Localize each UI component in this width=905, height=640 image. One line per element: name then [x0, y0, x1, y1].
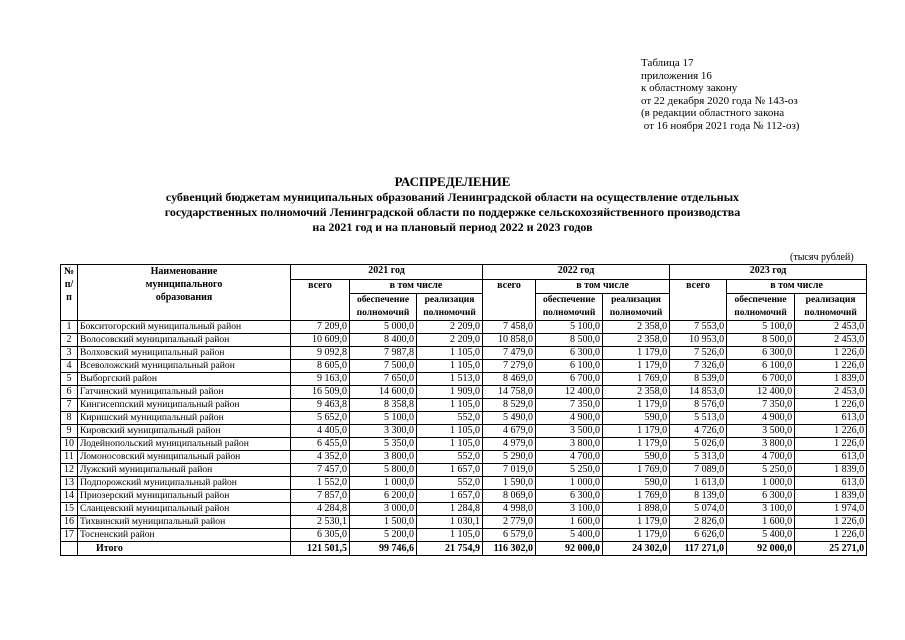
value-cell: 7 350,0	[727, 399, 795, 412]
value-cell: 1 769,0	[603, 464, 670, 477]
value-cell: 7 089,0	[670, 464, 727, 477]
row-number: 17	[61, 529, 78, 542]
value-cell: 2 826,0	[670, 516, 727, 529]
value-cell: 7 458,0	[483, 321, 536, 334]
value-cell: 5 100,0	[727, 321, 795, 334]
value-cell: 3 100,0	[727, 503, 795, 516]
value-cell: 1 839,0	[795, 373, 867, 386]
total-value-cell: 24 302,0	[603, 542, 670, 556]
value-cell: 1 226,0	[795, 360, 867, 373]
value-cell: 552,0	[417, 451, 483, 464]
value-cell: 1 657,0	[417, 490, 483, 503]
value-cell: 2 530,1	[291, 516, 350, 529]
row-number: 1	[61, 321, 78, 334]
value-cell: 8 469,0	[483, 373, 536, 386]
value-cell: 5 026,0	[670, 438, 727, 451]
value-cell: 1 179,0	[603, 516, 670, 529]
value-cell: 9 092,8	[291, 347, 350, 360]
value-cell: 16 509,0	[291, 386, 350, 399]
value-cell: 3 800,0	[536, 438, 603, 451]
value-cell: 14 853,0	[670, 386, 727, 399]
value-cell: 14 600,0	[350, 386, 417, 399]
document-reference-header	[641, 57, 861, 132]
value-cell: 590,0	[603, 451, 670, 464]
value-cell: 8 605,0	[291, 360, 350, 373]
column-header-municipality: Наименование муниципального образования	[78, 265, 291, 321]
value-cell: 1 513,0	[417, 373, 483, 386]
value-cell: 8 500,0	[536, 334, 603, 347]
row-number: 12	[61, 464, 78, 477]
value-cell: 5 250,0	[536, 464, 603, 477]
value-cell: 5 100,0	[350, 412, 417, 425]
value-cell: 6 300,0	[727, 490, 795, 503]
row-number: 7	[61, 399, 78, 412]
value-cell: 4 352,0	[291, 451, 350, 464]
table-row	[61, 516, 867, 529]
table-row	[61, 438, 867, 451]
column-header-implementation-2023: реализация полномочий	[795, 294, 867, 321]
table-row	[61, 334, 867, 347]
value-cell: 1 000,0	[727, 477, 795, 490]
value-cell: 7 457,0	[291, 464, 350, 477]
value-cell: 1 105,0	[417, 425, 483, 438]
value-cell: 5 800,0	[350, 464, 417, 477]
total-value-cell: 116 302,0	[483, 542, 536, 556]
value-cell: 1 226,0	[795, 425, 867, 438]
value-cell: 1 284,8	[417, 503, 483, 516]
row-number: 15	[61, 503, 78, 516]
table-row	[61, 464, 867, 477]
total-value-cell: 121 501,5	[291, 542, 350, 556]
value-cell: 1 600,0	[536, 516, 603, 529]
municipality-name: Тосненский район	[78, 529, 291, 542]
value-cell: 2 779,0	[483, 516, 536, 529]
value-cell: 3 000,0	[350, 503, 417, 516]
municipality-name: Волосовский муниципальный район	[78, 334, 291, 347]
value-cell: 8 358,8	[350, 399, 417, 412]
column-header-support-2023: обеспечение полномочий	[727, 294, 795, 321]
column-header-number: № п/п	[61, 265, 78, 321]
value-cell: 4 700,0	[536, 451, 603, 464]
total-value-cell: 21 754,9	[417, 542, 483, 556]
value-cell: 590,0	[603, 412, 670, 425]
value-cell: 14 758,0	[483, 386, 536, 399]
municipality-name: Кировский муниципальный район	[78, 425, 291, 438]
municipality-name: Киришский муниципальный район	[78, 412, 291, 425]
value-cell: 2 453,0	[795, 321, 867, 334]
value-cell: 3 800,0	[350, 451, 417, 464]
value-cell: 8 139,0	[670, 490, 727, 503]
value-cell: 1 769,0	[603, 373, 670, 386]
value-cell: 6 626,0	[670, 529, 727, 542]
value-cell: 5 074,0	[670, 503, 727, 516]
column-header-support-2022: обеспечение полномочий	[536, 294, 603, 321]
value-cell: 1 898,0	[603, 503, 670, 516]
value-cell: 6 700,0	[536, 373, 603, 386]
column-header-including-2021: в том числе	[350, 280, 483, 294]
value-cell: 7 279,0	[483, 360, 536, 373]
value-cell: 1 179,0	[603, 360, 670, 373]
table-row	[61, 503, 867, 516]
column-header-including-2022: в том числе	[536, 280, 670, 294]
value-cell: 1 179,0	[603, 529, 670, 542]
value-cell: 4 284,8	[291, 503, 350, 516]
value-cell: 5 250,0	[727, 464, 795, 477]
row-number: 16	[61, 516, 78, 529]
table-row	[61, 347, 867, 360]
value-cell: 1 839,0	[795, 490, 867, 503]
value-cell: 1 613,0	[670, 477, 727, 490]
value-cell: 5 100,0	[536, 321, 603, 334]
value-cell: 5 350,0	[350, 438, 417, 451]
value-cell: 10 609,0	[291, 334, 350, 347]
value-cell: 2 358,0	[603, 386, 670, 399]
value-cell: 4 998,0	[483, 503, 536, 516]
value-cell: 6 305,0	[291, 529, 350, 542]
value-cell: 613,0	[795, 451, 867, 464]
header-line-appendix: приложения 16	[641, 69, 712, 82]
value-cell: 7 209,0	[291, 321, 350, 334]
row-number: 13	[61, 477, 78, 490]
value-cell: 5 400,0	[727, 529, 795, 542]
value-cell: 1 839,0	[795, 464, 867, 477]
value-cell: 1 590,0	[483, 477, 536, 490]
value-cell: 3 300,0	[350, 425, 417, 438]
header-line-date: от 22 декабря 2020 года № 143-оз	[641, 94, 798, 107]
value-cell: 12 400,0	[536, 386, 603, 399]
value-cell: 7 326,0	[670, 360, 727, 373]
row-number: 14	[61, 490, 78, 503]
table-row	[61, 412, 867, 425]
header-line-edition: (в редакции областного закона	[641, 107, 785, 119]
total-value-cell: 99 746,6	[350, 542, 417, 556]
total-value-cell: 92 000,0	[536, 542, 603, 556]
value-cell: 6 700,0	[727, 373, 795, 386]
value-cell: 6 200,0	[350, 490, 417, 503]
value-cell: 1 179,0	[603, 438, 670, 451]
column-header-total-2022: всего	[483, 280, 536, 321]
municipality-name: Тихвинский муниципальный район	[78, 516, 291, 529]
value-cell: 613,0	[795, 477, 867, 490]
value-cell: 4 679,0	[483, 425, 536, 438]
value-cell: 2 209,0	[417, 334, 483, 347]
value-cell: 7 650,0	[350, 373, 417, 386]
column-header-including-2023: в том числе	[727, 280, 867, 294]
value-cell: 1 226,0	[795, 529, 867, 542]
table-row	[61, 425, 867, 438]
value-cell: 6 300,0	[536, 490, 603, 503]
value-cell: 5 400,0	[536, 529, 603, 542]
value-cell: 12 400,0	[727, 386, 795, 399]
municipality-name: Кингисеппский муниципальный район	[78, 399, 291, 412]
value-cell: 7 350,0	[536, 399, 603, 412]
column-header-implementation-2021: реализация полномочий	[417, 294, 483, 321]
value-cell: 4 726,0	[670, 425, 727, 438]
municipality-name: Ломоносовский муниципальный район	[78, 451, 291, 464]
table-row	[61, 386, 867, 399]
table-row	[61, 321, 867, 334]
value-cell: 2 453,0	[795, 334, 867, 347]
value-cell: 7 857,0	[291, 490, 350, 503]
value-cell: 1 105,0	[417, 438, 483, 451]
municipality-name: Всеволожский муниципальный район	[78, 360, 291, 373]
column-header-total-2023: всего	[670, 280, 727, 321]
row-number: 9	[61, 425, 78, 438]
table-row	[61, 529, 867, 542]
value-cell: 6 100,0	[727, 360, 795, 373]
value-cell: 7 526,0	[670, 347, 727, 360]
value-cell: 8 539,0	[670, 373, 727, 386]
table-row	[61, 451, 867, 464]
value-cell: 6 300,0	[727, 347, 795, 360]
municipality-name: Лужский муниципальный район	[78, 464, 291, 477]
value-cell: 10 953,0	[670, 334, 727, 347]
value-cell: 7 479,0	[483, 347, 536, 360]
total-value-cell: 25 271,0	[795, 542, 867, 556]
value-cell: 1 105,0	[417, 360, 483, 373]
municipality-name: Бокситогорский муниципальный район	[78, 321, 291, 334]
value-cell: 2 209,0	[417, 321, 483, 334]
value-cell: 1 226,0	[795, 347, 867, 360]
value-cell: 6 100,0	[536, 360, 603, 373]
units-label: (тысяч рублей)	[790, 252, 854, 263]
value-cell: 9 463,8	[291, 399, 350, 412]
row-number: 6	[61, 386, 78, 399]
column-header-year-2022: 2022 год	[483, 265, 670, 280]
value-cell: 5 513,0	[670, 412, 727, 425]
header-line-edition-date: от 16 ноября 2021 года № 112-оз)	[641, 119, 800, 132]
municipality-name: Подпорожский муниципальный район	[78, 477, 291, 490]
value-cell: 7 500,0	[350, 360, 417, 373]
table-row	[61, 490, 867, 503]
value-cell: 2 453,0	[795, 386, 867, 399]
value-cell: 5 000,0	[350, 321, 417, 334]
municipality-name: Гатчинский муниципальный район	[78, 386, 291, 399]
value-cell: 1 226,0	[795, 516, 867, 529]
value-cell: 10 858,0	[483, 334, 536, 347]
table-row	[61, 373, 867, 386]
value-cell: 590,0	[603, 477, 670, 490]
value-cell: 4 405,0	[291, 425, 350, 438]
value-cell: 1 179,0	[603, 399, 670, 412]
value-cell: 1 657,0	[417, 464, 483, 477]
municipality-name: Приозерский муниципальный район	[78, 490, 291, 503]
value-cell: 5 490,0	[483, 412, 536, 425]
value-cell: 2 358,0	[603, 321, 670, 334]
value-cell: 1 030,1	[417, 516, 483, 529]
total-value-cell: 117 271,0	[670, 542, 727, 556]
value-cell: 9 163,0	[291, 373, 350, 386]
total-number-cell	[61, 542, 78, 556]
value-cell: 2 358,0	[603, 334, 670, 347]
value-cell: 552,0	[417, 477, 483, 490]
row-number: 8	[61, 412, 78, 425]
value-cell: 4 900,0	[727, 412, 795, 425]
value-cell: 3 800,0	[727, 438, 795, 451]
value-cell: 5 290,0	[483, 451, 536, 464]
value-cell: 8 529,0	[483, 399, 536, 412]
value-cell: 3 500,0	[727, 425, 795, 438]
value-cell: 7 553,0	[670, 321, 727, 334]
total-row	[61, 542, 867, 556]
value-cell: 3 500,0	[536, 425, 603, 438]
value-cell: 1 909,0	[417, 386, 483, 399]
row-number: 3	[61, 347, 78, 360]
value-cell: 6 579,0	[483, 529, 536, 542]
document-title	[60, 174, 845, 235]
value-cell: 1 226,0	[795, 399, 867, 412]
value-cell: 4 700,0	[727, 451, 795, 464]
value-cell: 6 300,0	[536, 347, 603, 360]
header-line-table-number: Таблица 17	[641, 57, 694, 69]
title-line-2: государственных полномочий Ленинградской области по поддержке сельскохозяйственного производства	[164, 205, 741, 219]
total-label: Итого	[78, 542, 291, 556]
value-cell: 7 987,8	[350, 347, 417, 360]
subsidy-distribution-table	[60, 264, 867, 556]
value-cell: 5 313,0	[670, 451, 727, 464]
municipality-name: Волховский муниципальный район	[78, 347, 291, 360]
value-cell: 1 000,0	[536, 477, 603, 490]
value-cell: 1 500,0	[350, 516, 417, 529]
value-cell: 8 576,0	[670, 399, 727, 412]
value-cell: 4 900,0	[536, 412, 603, 425]
value-cell: 613,0	[795, 412, 867, 425]
value-cell: 552,0	[417, 412, 483, 425]
value-cell: 8 400,0	[350, 334, 417, 347]
value-cell: 5 652,0	[291, 412, 350, 425]
column-header-year-2021: 2021 год	[291, 265, 483, 280]
row-number: 5	[61, 373, 78, 386]
value-cell: 3 100,0	[536, 503, 603, 516]
value-cell: 1 179,0	[603, 425, 670, 438]
value-cell: 1 179,0	[603, 347, 670, 360]
value-cell: 1 000,0	[350, 477, 417, 490]
value-cell: 4 979,0	[483, 438, 536, 451]
value-cell: 7 019,0	[483, 464, 536, 477]
table-row	[61, 477, 867, 490]
row-number: 4	[61, 360, 78, 373]
row-number: 2	[61, 334, 78, 347]
value-cell: 1 105,0	[417, 529, 483, 542]
value-cell: 8 069,0	[483, 490, 536, 503]
value-cell: 1 105,0	[417, 399, 483, 412]
municipality-name: Выборгский район	[78, 373, 291, 386]
title-line-3: на 2021 год и на плановый период 2022 и 2023 годов	[312, 220, 593, 234]
table-row	[61, 399, 867, 412]
value-cell: 5 200,0	[350, 529, 417, 542]
value-cell: 1 552,0	[291, 477, 350, 490]
column-header-implementation-2022: реализация полномочий	[603, 294, 670, 321]
value-cell: 1 226,0	[795, 438, 867, 451]
total-value-cell: 92 000,0	[727, 542, 795, 556]
title-main: РАСПРЕДЕЛЕНИЕ	[394, 174, 511, 189]
header-line-law: к областному закону	[641, 82, 738, 94]
value-cell: 1 105,0	[417, 347, 483, 360]
title-line-1: субвенций бюджетам муниципальных образований Ленинградской области на осуществление отдельных	[165, 190, 740, 204]
municipality-name: Сланцевский муниципальный район	[78, 503, 291, 516]
value-cell: 1 974,0	[795, 503, 867, 516]
value-cell: 8 500,0	[727, 334, 795, 347]
table-row	[61, 360, 867, 373]
column-header-support-2021: обеспечение полномочий	[350, 294, 417, 321]
table-body	[61, 321, 867, 556]
column-header-year-2023: 2023 год	[670, 265, 867, 280]
value-cell: 6 455,0	[291, 438, 350, 451]
row-number: 11	[61, 451, 78, 464]
municipality-name: Лодейнопольский муниципальный район	[78, 438, 291, 451]
row-number: 10	[61, 438, 78, 451]
value-cell: 1 769,0	[603, 490, 670, 503]
column-header-total-2021: всего	[291, 280, 350, 321]
value-cell: 1 600,0	[727, 516, 795, 529]
